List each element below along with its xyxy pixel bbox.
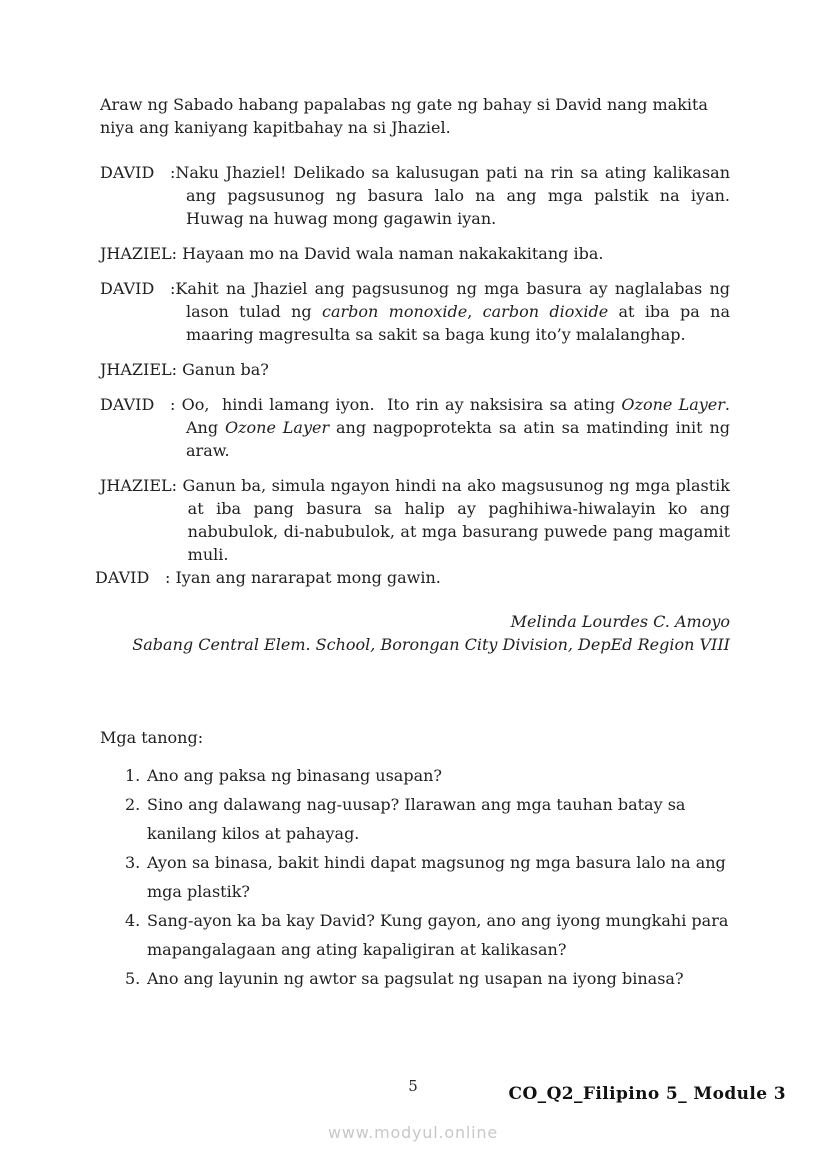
dialogue-text: : Ganun ba? <box>171 360 269 379</box>
dialogue-text: :Kahit na Jhaziel ang pagsusunog ng mga basura ay naglalabas ng lason tulad ng carbon monoxide, carbon dioxide at iba pa na maaring magresulta sa sakit sa baga kung ito’y malalanghap. <box>170 279 731 344</box>
dialogue-text: :Naku Jhaziel! Delikado sa kalusugan pati na rin sa ating kalikasan ang pagsusunog ng basura lalo na ang mga palstik na iyan. Huwag na huwag mong gagawin iyan. <box>170 163 730 228</box>
speaker-label: JHAZIEL <box>100 360 172 379</box>
question-text: Sino ang dalawang nag-uusap? Ilarawan ang mga tauhan batay sa kanilang kilos at pahayag. <box>147 795 686 843</box>
question-number: 3. <box>125 853 141 872</box>
question-item <box>125 790 730 848</box>
question-item <box>125 964 730 993</box>
attribution <box>100 610 730 656</box>
watermark: www.modyul.online <box>328 1123 498 1142</box>
question-item <box>125 848 730 906</box>
module-label: CO_Q2_Filipino 5_ Module 3 <box>508 1084 786 1104</box>
question-text: Ano ang layunin ng awtor sa pagsulat ng usapan na iyong binasa? <box>147 969 684 988</box>
question-number: 1. <box>125 766 141 785</box>
questions-list <box>125 761 730 993</box>
dialogue-text: : Hayaan mo na David wala naman nakakakitang iba. <box>171 244 604 263</box>
speaker-label: DAVID <box>95 568 150 587</box>
question-text: Ayon sa binasa, bakit hindi dapat magsunog ng mga basura lalo na ang mga plastik? <box>147 853 726 901</box>
page-number: 5 <box>408 1077 418 1095</box>
dialogue-row <box>100 358 730 381</box>
speaker-label: DAVID <box>100 279 155 298</box>
dialogue-row <box>95 566 730 589</box>
question-number: 5. <box>125 969 141 988</box>
dialogue-row <box>100 393 730 462</box>
dialogue-row <box>100 277 730 346</box>
dialogue-text: : Iyan ang nararapat mong gawin. <box>165 568 441 587</box>
question-text: Ano ang paksa ng binasang usapan? <box>147 766 442 785</box>
question-number: 2. <box>125 795 141 814</box>
dialogue-row <box>100 242 730 265</box>
attribution-affiliation: Sabang Central Elem. School, Borongan City Division, DepEd Region VIII <box>132 635 730 654</box>
question-item <box>125 906 730 964</box>
speaker-label: DAVID <box>100 395 155 414</box>
attribution-author: Melinda Lourdes C. Amoyo <box>510 612 730 631</box>
dialogue-text: : Oo, hindi lamang iyon. Ito rin ay naksisira sa ating Ozone Layer. Ang Ozone Layer ang nagpoprotekta sa atin sa matinding init ng araw. <box>170 395 731 460</box>
dialogue-row <box>100 161 730 230</box>
questions-heading: Mga tanong: <box>100 728 204 747</box>
dialogue-text: : Ganun ba, simula ngayon hindi na ako magsusunog ng mga plastik at iba pang basura sa halip ay paghihiwa-hiwalayin ko ang nabubulok, di-nabubulok, at mga basurang puwede pang magamit muli. <box>171 476 730 564</box>
speaker-label: DAVID <box>100 163 155 182</box>
dialogue-section <box>95 161 731 589</box>
speaker-label: JHAZIEL <box>100 244 172 263</box>
question-text: Sang-ayon ka ba kay David? Kung gayon, ano ang iyong mungkahi para mapangalagaan ang ating kapaligiran at kalikasan? <box>147 911 729 959</box>
question-number: 4. <box>125 911 141 930</box>
question-item <box>125 761 730 790</box>
opening-paragraph: Araw ng Sabado habang papalabas ng gate ng bahay si David nang makita niya ang kaniyang kapitbahay na si Jhaziel. <box>100 95 708 137</box>
dialogue-row <box>100 474 730 566</box>
speaker-label: JHAZIEL <box>100 476 172 495</box>
